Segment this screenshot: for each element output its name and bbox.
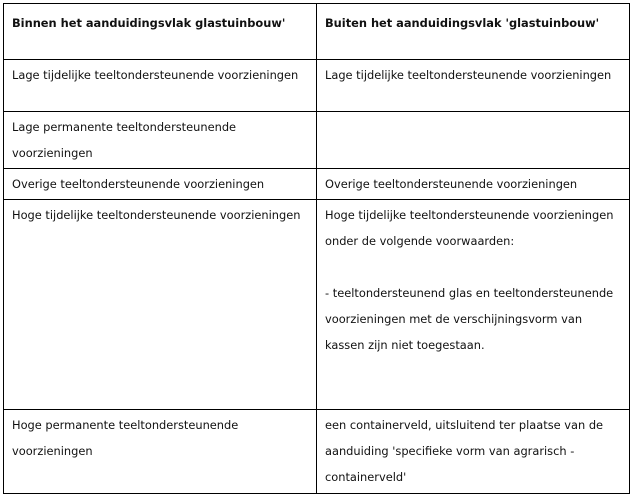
cell-left: Hoge tijdelijke teeltondersteunende voorzieningen [4, 200, 317, 410]
cell-paragraph: Hoge tijdelijke teeltondersteunende voorzieningen onder de volgende voorwaarden: [325, 208, 614, 248]
cell-right: een containerveld, uitsluitend ter plaatse van de aanduiding 'specifieke vorm van agrarisch - containerveld' [317, 410, 630, 494]
table-row [4, 410, 630, 494]
cell-right: Overige teeltondersteunende voorzieningen [317, 169, 630, 200]
table-row [4, 60, 630, 112]
cell-left: Hoge permanente teeltondersteunende voorzieningen [4, 410, 317, 494]
cell-right [317, 112, 630, 169]
cell-left: Lage tijdelijke teeltondersteunende voorzieningen [4, 60, 317, 112]
cell-right [317, 200, 630, 410]
cell-left: Lage permanente teeltondersteunende voorzieningen [4, 112, 317, 169]
document-page [3, 3, 629, 494]
table-row [4, 200, 630, 410]
paragraph-gap [325, 254, 621, 280]
header-binnen-glastuinbouw: Binnen het aanduidingsvlak glastuinbouw' [4, 4, 317, 60]
cell-right: Lage tijdelijke teeltondersteunende voorzieningen [317, 60, 630, 112]
voorzieningen-table [3, 3, 630, 494]
cell-left: Overige teeltondersteunende voorzieningen [4, 169, 317, 200]
table-row [4, 112, 630, 169]
cell-paragraph-condition: - teeltondersteunend glas en teeltondersteunende voorzieningen met de verschijningsvorm van kassen zijn niet toegestaan. [325, 286, 614, 352]
table-header-row [4, 4, 630, 60]
header-buiten-glastuinbouw: Buiten het aanduidingsvlak 'glastuinbouw' [317, 4, 630, 60]
table-row [4, 169, 630, 200]
